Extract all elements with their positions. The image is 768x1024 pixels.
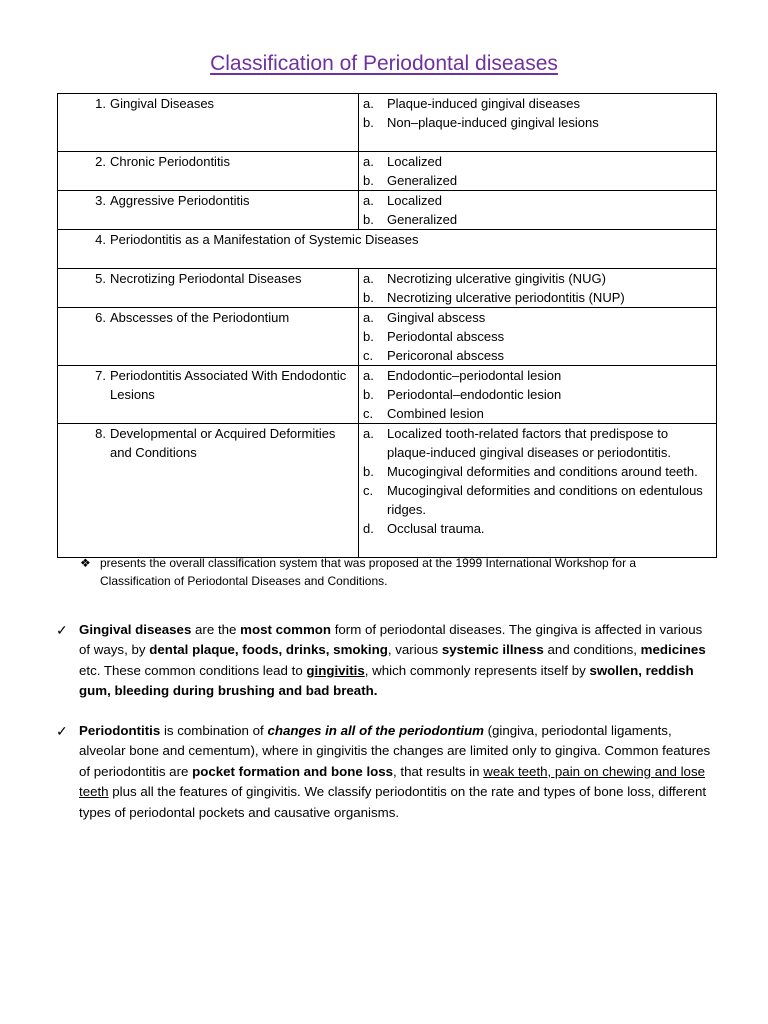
- subtype-letter: c.: [363, 348, 374, 363]
- term-gingivitis: gingivitis: [306, 662, 365, 678]
- subtype-item: [363, 113, 712, 132]
- disease-category: [62, 230, 712, 249]
- subtype-letter: b.: [363, 212, 374, 227]
- subtype-letter: b.: [363, 115, 374, 130]
- category-label: Abscesses of the Periodontium: [110, 310, 290, 325]
- subtype-letter: b.: [363, 387, 374, 402]
- subtype-letter: a.: [363, 96, 374, 111]
- subtype-letter: b.: [363, 329, 374, 344]
- category-label: Periodontitis as a Manifestation of Systemic Diseases: [110, 232, 419, 247]
- table-row: [58, 152, 717, 191]
- category-number: 7.: [95, 368, 106, 383]
- page-title: Classification of Periodontal diseases: [210, 52, 558, 75]
- table-row: [58, 94, 717, 152]
- subtype-text: Non–plaque-induced gingival lesions: [387, 115, 599, 130]
- category-number: 2.: [95, 154, 106, 169]
- subtype-text: Pericoronal abscess: [387, 348, 505, 363]
- subtype-text: Localized: [387, 154, 442, 169]
- category-number: 3.: [95, 193, 106, 208]
- table-row: [58, 230, 717, 269]
- table-row: [58, 191, 717, 230]
- subtype-letter: a.: [363, 193, 374, 208]
- category-number: 1.: [95, 96, 106, 111]
- subtype-letter: b.: [363, 464, 374, 479]
- subtype-item: [363, 366, 712, 385]
- term-gingival-diseases: Gingival diseases: [79, 622, 192, 637]
- subtype-text: Generalized: [387, 212, 458, 227]
- subtype-item: [363, 346, 712, 365]
- subtype-item: [363, 519, 712, 538]
- category-label: Periodontitis Associated With Endodontic Lesions: [110, 368, 347, 402]
- subtype-letter: a.: [363, 368, 374, 383]
- classification-table: [57, 93, 717, 558]
- subtype-text: Mucogingival deformities and conditions on edentulous ridges.: [387, 483, 703, 517]
- subtype-letter: a.: [363, 154, 374, 169]
- disease-category: [62, 191, 354, 210]
- subtype-text: Endodontic–periodontal lesion: [387, 368, 562, 383]
- subtype-text: Combined lesion: [387, 406, 484, 421]
- subtype-text: Generalized: [387, 173, 458, 188]
- subtype-text: Necrotizing ulcerative periodontitis (NUP): [387, 290, 625, 305]
- subtype-text: Mucogingival deformities and conditions around teeth.: [387, 464, 698, 479]
- table-row: [58, 366, 717, 424]
- subtype-text: Gingival abscess: [387, 310, 486, 325]
- gingival-diseases-paragraph: ✓ Gingival diseases are the most common form of periodontal diseases. The gingiva is affected in various of ways, by dental plaque, foods, drinks, smoking, various systemic illness and conditions, medicines etc. These common conditions lead to gingivitis, which commonly represents itself by swollen, reddish gum, bleeding during brushing and bad breath.: [56, 620, 716, 702]
- category-number: 8.: [95, 426, 106, 441]
- subtype-item: [363, 269, 712, 288]
- disease-category: [62, 269, 354, 288]
- subtype-letter: c.: [363, 406, 374, 421]
- note-text: presents the overall classification system that was proposed at the 1999 International Workshop for a Classification of Periodontal Diseases and Conditions.: [100, 556, 637, 588]
- subtype-text: Localized tooth-related factors that predispose to plaque-induced gingival diseases or periodontitis.: [387, 426, 672, 460]
- subtype-letter: c.: [363, 483, 374, 498]
- category-label: Developmental or Acquired Deformities and Conditions: [110, 426, 336, 460]
- diamond-bullet-icon: ❖: [80, 556, 91, 570]
- subtype-letter: a.: [363, 426, 374, 441]
- category-label: Gingival Diseases: [110, 96, 215, 111]
- checkmark-icon: ✓: [56, 723, 68, 739]
- subtype-item: [363, 152, 712, 171]
- subtype-item: [363, 171, 712, 190]
- subtype-letter: a.: [363, 310, 374, 325]
- disease-category: [62, 366, 354, 404]
- subtype-item: [363, 210, 712, 229]
- subtype-item: [363, 385, 712, 404]
- checkmark-icon: ✓: [56, 622, 68, 638]
- subtype-item: [363, 288, 712, 307]
- subtype-letter: d.: [363, 521, 374, 536]
- category-label: Chronic Periodontitis: [110, 154, 230, 169]
- term-periodontitis: Periodontitis: [79, 723, 161, 738]
- table-row: [58, 424, 717, 558]
- disease-category: [62, 308, 354, 327]
- subtype-text: Necrotizing ulcerative gingivitis (NUG): [387, 271, 606, 286]
- subtype-item: [363, 94, 712, 113]
- subtype-item: [363, 404, 712, 423]
- subtype-text: Plaque-induced gingival diseases: [387, 96, 580, 111]
- subtype-item: [363, 327, 712, 346]
- category-number: 4.: [95, 232, 106, 247]
- subtype-item: [363, 481, 712, 519]
- table-row: [58, 269, 717, 308]
- subtype-item: [363, 424, 712, 462]
- subtype-letter: b.: [363, 173, 374, 188]
- subtype-item: [363, 191, 712, 210]
- table-note: [80, 554, 690, 590]
- subtype-letter: b.: [363, 290, 374, 305]
- periodontitis-paragraph: ✓ Periodontitis is combination of changes in all of the periodontium (gingiva, periodontal ligaments, alveolar bone and cementum), where in gingivitis the changes are limited only to gingiva. Common features of periodontitis are pocket formation and bone loss, that results in weak teeth, pain on chewing and lose teeth plus all the features of gingivitis. We classify periodontitis on the rate and types of bone loss, different types of periodontal pockets and causative organisms.: [56, 721, 716, 823]
- subtype-text: Localized: [387, 193, 442, 208]
- disease-category: [62, 424, 354, 462]
- subtype-letter: a.: [363, 271, 374, 286]
- subtype-item: [363, 462, 712, 481]
- disease-category: [62, 152, 354, 171]
- table-row: [58, 308, 717, 366]
- subtype-text: Periodontal–endodontic lesion: [387, 387, 562, 402]
- disease-category: [62, 94, 354, 113]
- category-number: 5.: [95, 271, 106, 286]
- subtype-text: Periodontal abscess: [387, 329, 505, 344]
- category-label: Aggressive Periodontitis: [110, 193, 250, 208]
- subtype-item: [363, 308, 712, 327]
- category-label: Necrotizing Periodontal Diseases: [110, 271, 302, 286]
- subtype-text: Occlusal trauma.: [387, 521, 485, 536]
- category-number: 6.: [95, 310, 106, 325]
